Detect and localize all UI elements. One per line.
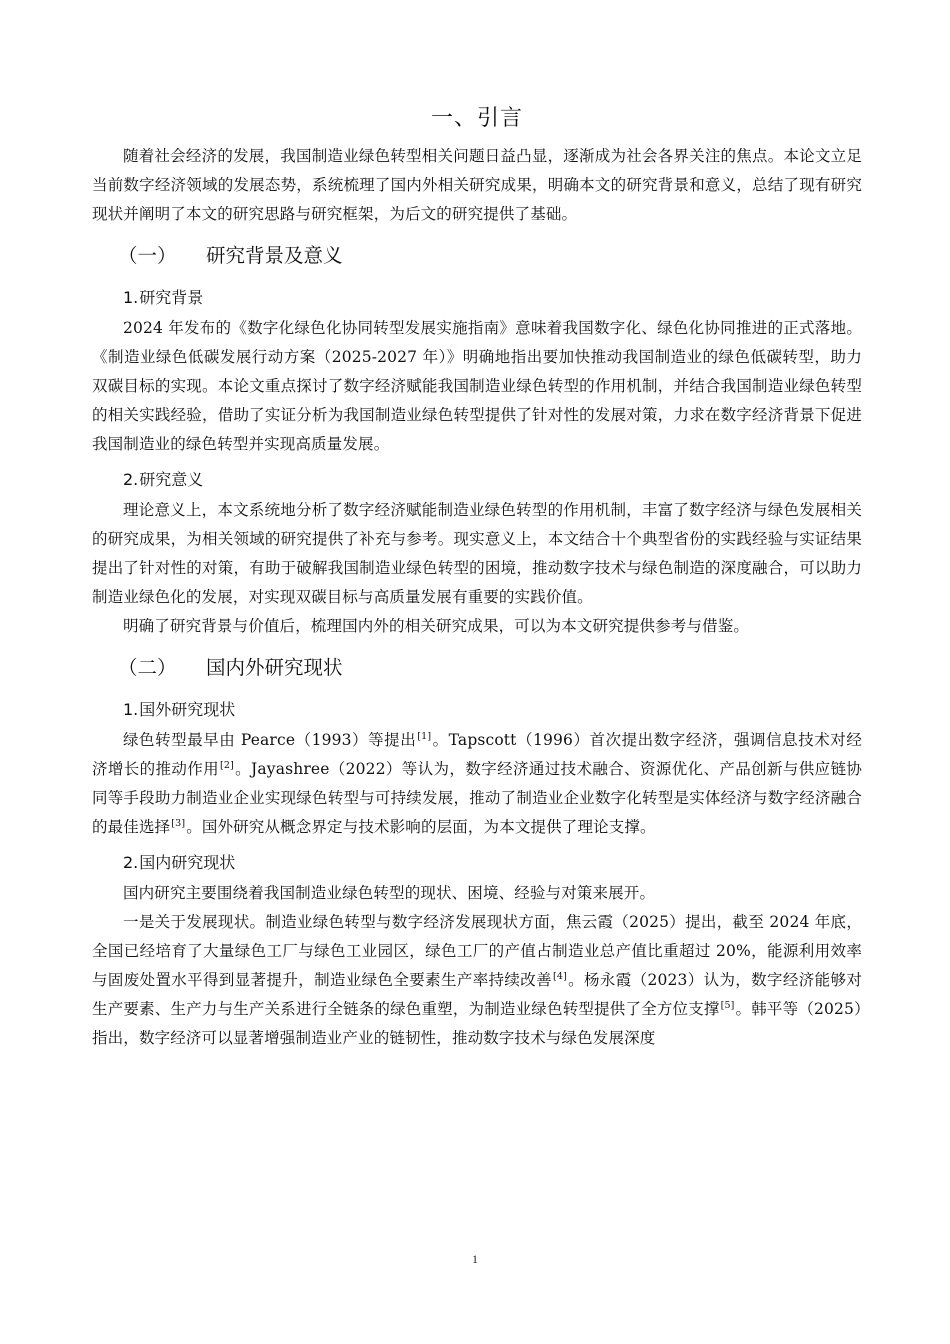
text-run: 绿色转型最早由 Pearce（1993）等提出	[123, 731, 417, 749]
citation-ref: [3]	[171, 818, 186, 829]
foreign-research-paragraph	[92, 726, 862, 842]
subsection-title: 研究意义	[139, 470, 204, 489]
subsection-number: 1.	[123, 700, 139, 719]
subsection-heading-domestic	[92, 848, 862, 878]
subsection-heading-background	[92, 283, 862, 313]
section-number: （二）	[118, 656, 177, 679]
subsection-heading-significance	[92, 465, 862, 495]
text-run: 。Tapscott（1996）首次提出数字经济，强调信息技术对经济增长的推动作用	[92, 731, 862, 778]
background-paragraph: 2024 年发布的《数字化绿色化协同转型发展实施指南》意味着我国数字化、绿色化协同推进的正式落地。《制造业绿色低碳发展行动方案（2025-2027 年）》明确地指出要加快推动我国制造业的绿色低碳转型，助力双碳目标的实现。本论文重点探讨了数字经济赋能我国制造业绿色转型的作用机制，并结合我国制造业绿色转型的相关实践经验，借助了实证分析为我国制造业绿色转型提供了针对性的发展对策，力求在数字经济背景下促进我国制造业的绿色转型并实现高质量发展。	[92, 319, 862, 453]
citation-ref: [1]	[417, 731, 432, 742]
subsection-number: 2.	[123, 470, 139, 489]
citation-ref: [5]	[720, 1000, 735, 1011]
subsection-heading-foreign	[92, 695, 862, 725]
text-run: 。Jayashree（2022）等认为，数字经济通过技术融合、资源优化、产品创新与供应链协同等手段助力制造业企业实现绿色转型与可持续发展，推动了制造业企业数字化转型是实体经济与数字经济融合的最佳选择	[92, 760, 863, 836]
significance-paragraph: 理论意义上，本文系统地分析了数字经济赋能制造业绿色转型的作用机制，丰富了数字经济与绿色发展相关的研究成果，为相关领域的研究提供了补充与参考。现实意义上，本文结合十个典型省份的实践经验与实证结果提出了针对性的对策，有助于破解我国制造业绿色转型的困境，推动数字技术与绿色制造的深度融合，可以助力制造业绿色化的发展，对实现双碳目标与高质量发展有重要的实践价值。	[92, 501, 862, 606]
chapter-title: 一、引言	[430, 106, 523, 131]
domestic-status-paragraph	[92, 908, 862, 1053]
text-run: 。杨永霞（2023）认为，数字经济能够对生产要素、生产力与生产关系进行全链条的绿色重塑，为制造业绿色转型提供了全方位支撑	[92, 971, 862, 1018]
text-run: 。国外研究从概念界定与技术影响的层面，为本文提供了理论支撑。	[186, 818, 656, 836]
subsection-number: 1.	[123, 288, 139, 307]
subsection-title: 国外研究现状	[139, 700, 236, 719]
page-content	[92, 104, 862, 1053]
section-heading-literature	[92, 653, 862, 683]
section-number: （一）	[118, 244, 177, 267]
text-run: 。韩平等（2025）指出，数字经济可以显著增强制造业产业的链韧性，推动数字技术与绿色发展深度	[92, 1000, 862, 1047]
transition-paragraph: 明确了研究背景与价值后，梳理国内外的相关研究成果，可以为本文研究提供参考与借鉴。	[123, 617, 750, 635]
citation-ref: [2]	[220, 760, 234, 771]
section-title: 国内外研究现状	[206, 656, 343, 679]
subsection-number: 2.	[123, 853, 139, 872]
domestic-overview-paragraph: 国内研究主要围绕着我国制造业绿色转型的现状、困境、经验与对策来展开。	[123, 884, 656, 902]
section-title: 研究背景及意义	[206, 244, 343, 267]
subsection-title: 研究背景	[139, 288, 204, 307]
section-heading-background	[92, 241, 862, 271]
text-run: 一是关于发展现状。制造业绿色转型与数字经济发展现状方面，焦云霞（2025）提出，截至 2024 年底，全国已经培育了大量绿色工厂与绿色工业园区，绿色工厂的产值占制造业总产值比重超过 20%，能源利用效率与固废处置水平得到显著提升，制造业绿色全要素生产率持续改善	[92, 913, 862, 989]
page-number: 1	[472, 1252, 478, 1266]
subsection-title: 国内研究现状	[139, 853, 236, 872]
intro-paragraph: 随着社会经济的发展，我国制造业绿色转型相关问题日益凸显，逐渐成为社会各界关注的焦点。本论文立足当前数字经济领域的发展态势，系统梳理了国内外相关研究成果，明确本文的研究背景和意义，总结了现有研究现状并阐明了本文的研究思路与研究框架，为后文的研究提供了基础。	[92, 147, 862, 223]
citation-ref: [4]	[553, 971, 567, 982]
